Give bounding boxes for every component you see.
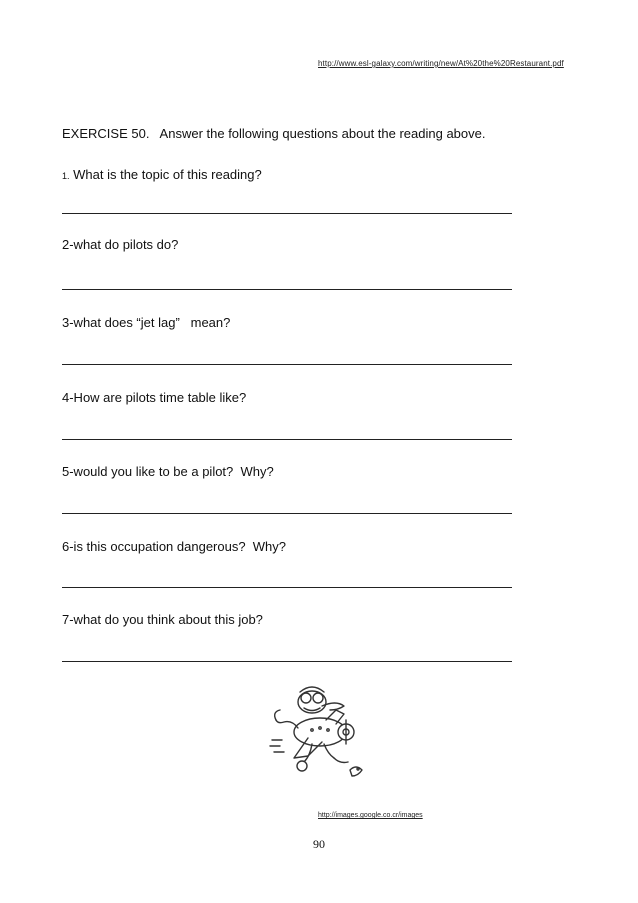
answer-line-6 [62,587,512,588]
question-5: 5-would you like to be a pilot? Why? [62,464,274,479]
question-6: 6-is this occupation dangerous? Why? [62,539,287,554]
question-3: 3-what does “jet lag” mean? [62,315,231,330]
answer-line-5 [62,513,512,514]
answer-line-2 [62,289,512,290]
answer-line-7 [62,661,512,662]
question-1 [62,167,262,182]
source-url-link[interactable]: http://www.esl-galaxy.com/writing/new/At%20the%20Restaurant.pdf [318,59,564,68]
question-1-text: What is the topic of this reading? [69,167,262,182]
exercise-heading: EXERCISE 50. Answer the following questions about the reading above. [62,126,486,141]
question-1-number: 1. [62,171,70,181]
image-credit-link[interactable]: http://images.google.co.cr/images [318,812,423,819]
answer-line-4 [62,439,512,440]
question-4: 4-How are pilots time table like? [62,390,247,405]
answer-line-3 [62,364,512,365]
question-7: 7-what do you think about this job? [62,612,263,627]
answer-line-1 [62,213,512,214]
page-number: 90 [313,837,325,851]
question-2: 2-what do pilots do? [62,237,179,252]
cartoon-pilot-airplane-icon [264,680,374,790]
